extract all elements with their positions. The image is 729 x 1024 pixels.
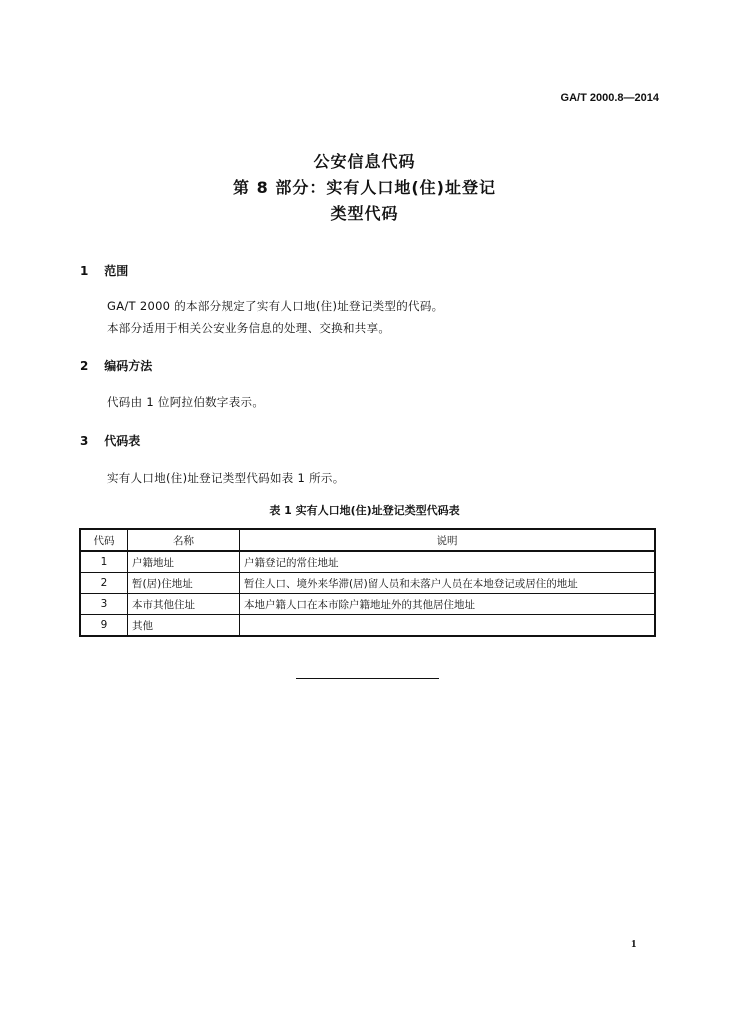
table-row xyxy=(80,573,655,594)
section-3-paragraph-1: 实有人口地(住)址登记类型代码如表 1 所示。 xyxy=(107,471,345,485)
header-name: 名称 xyxy=(128,529,240,551)
cell-description: 户籍登记的常住地址 xyxy=(240,551,656,573)
cell-code: 2 xyxy=(80,573,128,594)
section-title: 范围 xyxy=(104,264,129,278)
header-code: 代码 xyxy=(80,529,128,551)
end-of-text-rule xyxy=(296,678,439,679)
table-row xyxy=(80,551,655,573)
cell-description: 暂住人口、境外来华滞(居)留人员和未落户人员在本地登记或居住的地址 xyxy=(240,573,656,594)
cell-name: 户籍地址 xyxy=(128,551,240,573)
document-title-line-3: 类型代码 xyxy=(330,204,399,223)
code-table xyxy=(79,528,656,637)
section-title: 编码方法 xyxy=(104,359,153,373)
cell-description xyxy=(240,615,656,637)
cell-description: 本地户籍人口在本市除户籍地址外的其他居住地址 xyxy=(240,594,656,615)
section-2-paragraph-1: 代码由 1 位阿拉伯数字表示。 xyxy=(107,395,265,409)
standard-number: GA/T 2000.8—2014 xyxy=(560,92,659,104)
document-title-line-2: 第 8 部分：实有人口地(住)址登记 xyxy=(233,178,496,197)
table-row xyxy=(80,594,655,615)
cell-code: 9 xyxy=(80,615,128,637)
table-row xyxy=(80,615,655,637)
section-1-paragraph-1: GA/T 2000 的本部分规定了实有人口地(住)址登记类型的代码。 xyxy=(107,299,444,313)
cell-name: 其他 xyxy=(128,615,240,637)
section-1-heading xyxy=(80,262,128,279)
table-header-row xyxy=(80,529,655,551)
cell-name: 本市其他住址 xyxy=(128,594,240,615)
section-2-heading xyxy=(80,357,152,374)
section-number: 1 xyxy=(80,264,89,278)
section-1-paragraph-2: 本部分适用于相关公安业务信息的处理、交换和共享。 xyxy=(107,321,391,335)
document-title-line-1: 公安信息代码 xyxy=(313,152,416,171)
table-caption: 表 1 实有人口地(住)址登记类型代码表 xyxy=(269,504,460,517)
cell-name: 暂(居)住地址 xyxy=(128,573,240,594)
cell-code: 1 xyxy=(80,551,128,573)
section-3-heading xyxy=(80,432,140,449)
page-number: 1 xyxy=(631,938,637,950)
section-title: 代码表 xyxy=(104,434,141,448)
section-number: 3 xyxy=(80,434,89,448)
section-number: 2 xyxy=(80,359,89,373)
header-description: 说明 xyxy=(240,529,656,551)
cell-code: 3 xyxy=(80,594,128,615)
